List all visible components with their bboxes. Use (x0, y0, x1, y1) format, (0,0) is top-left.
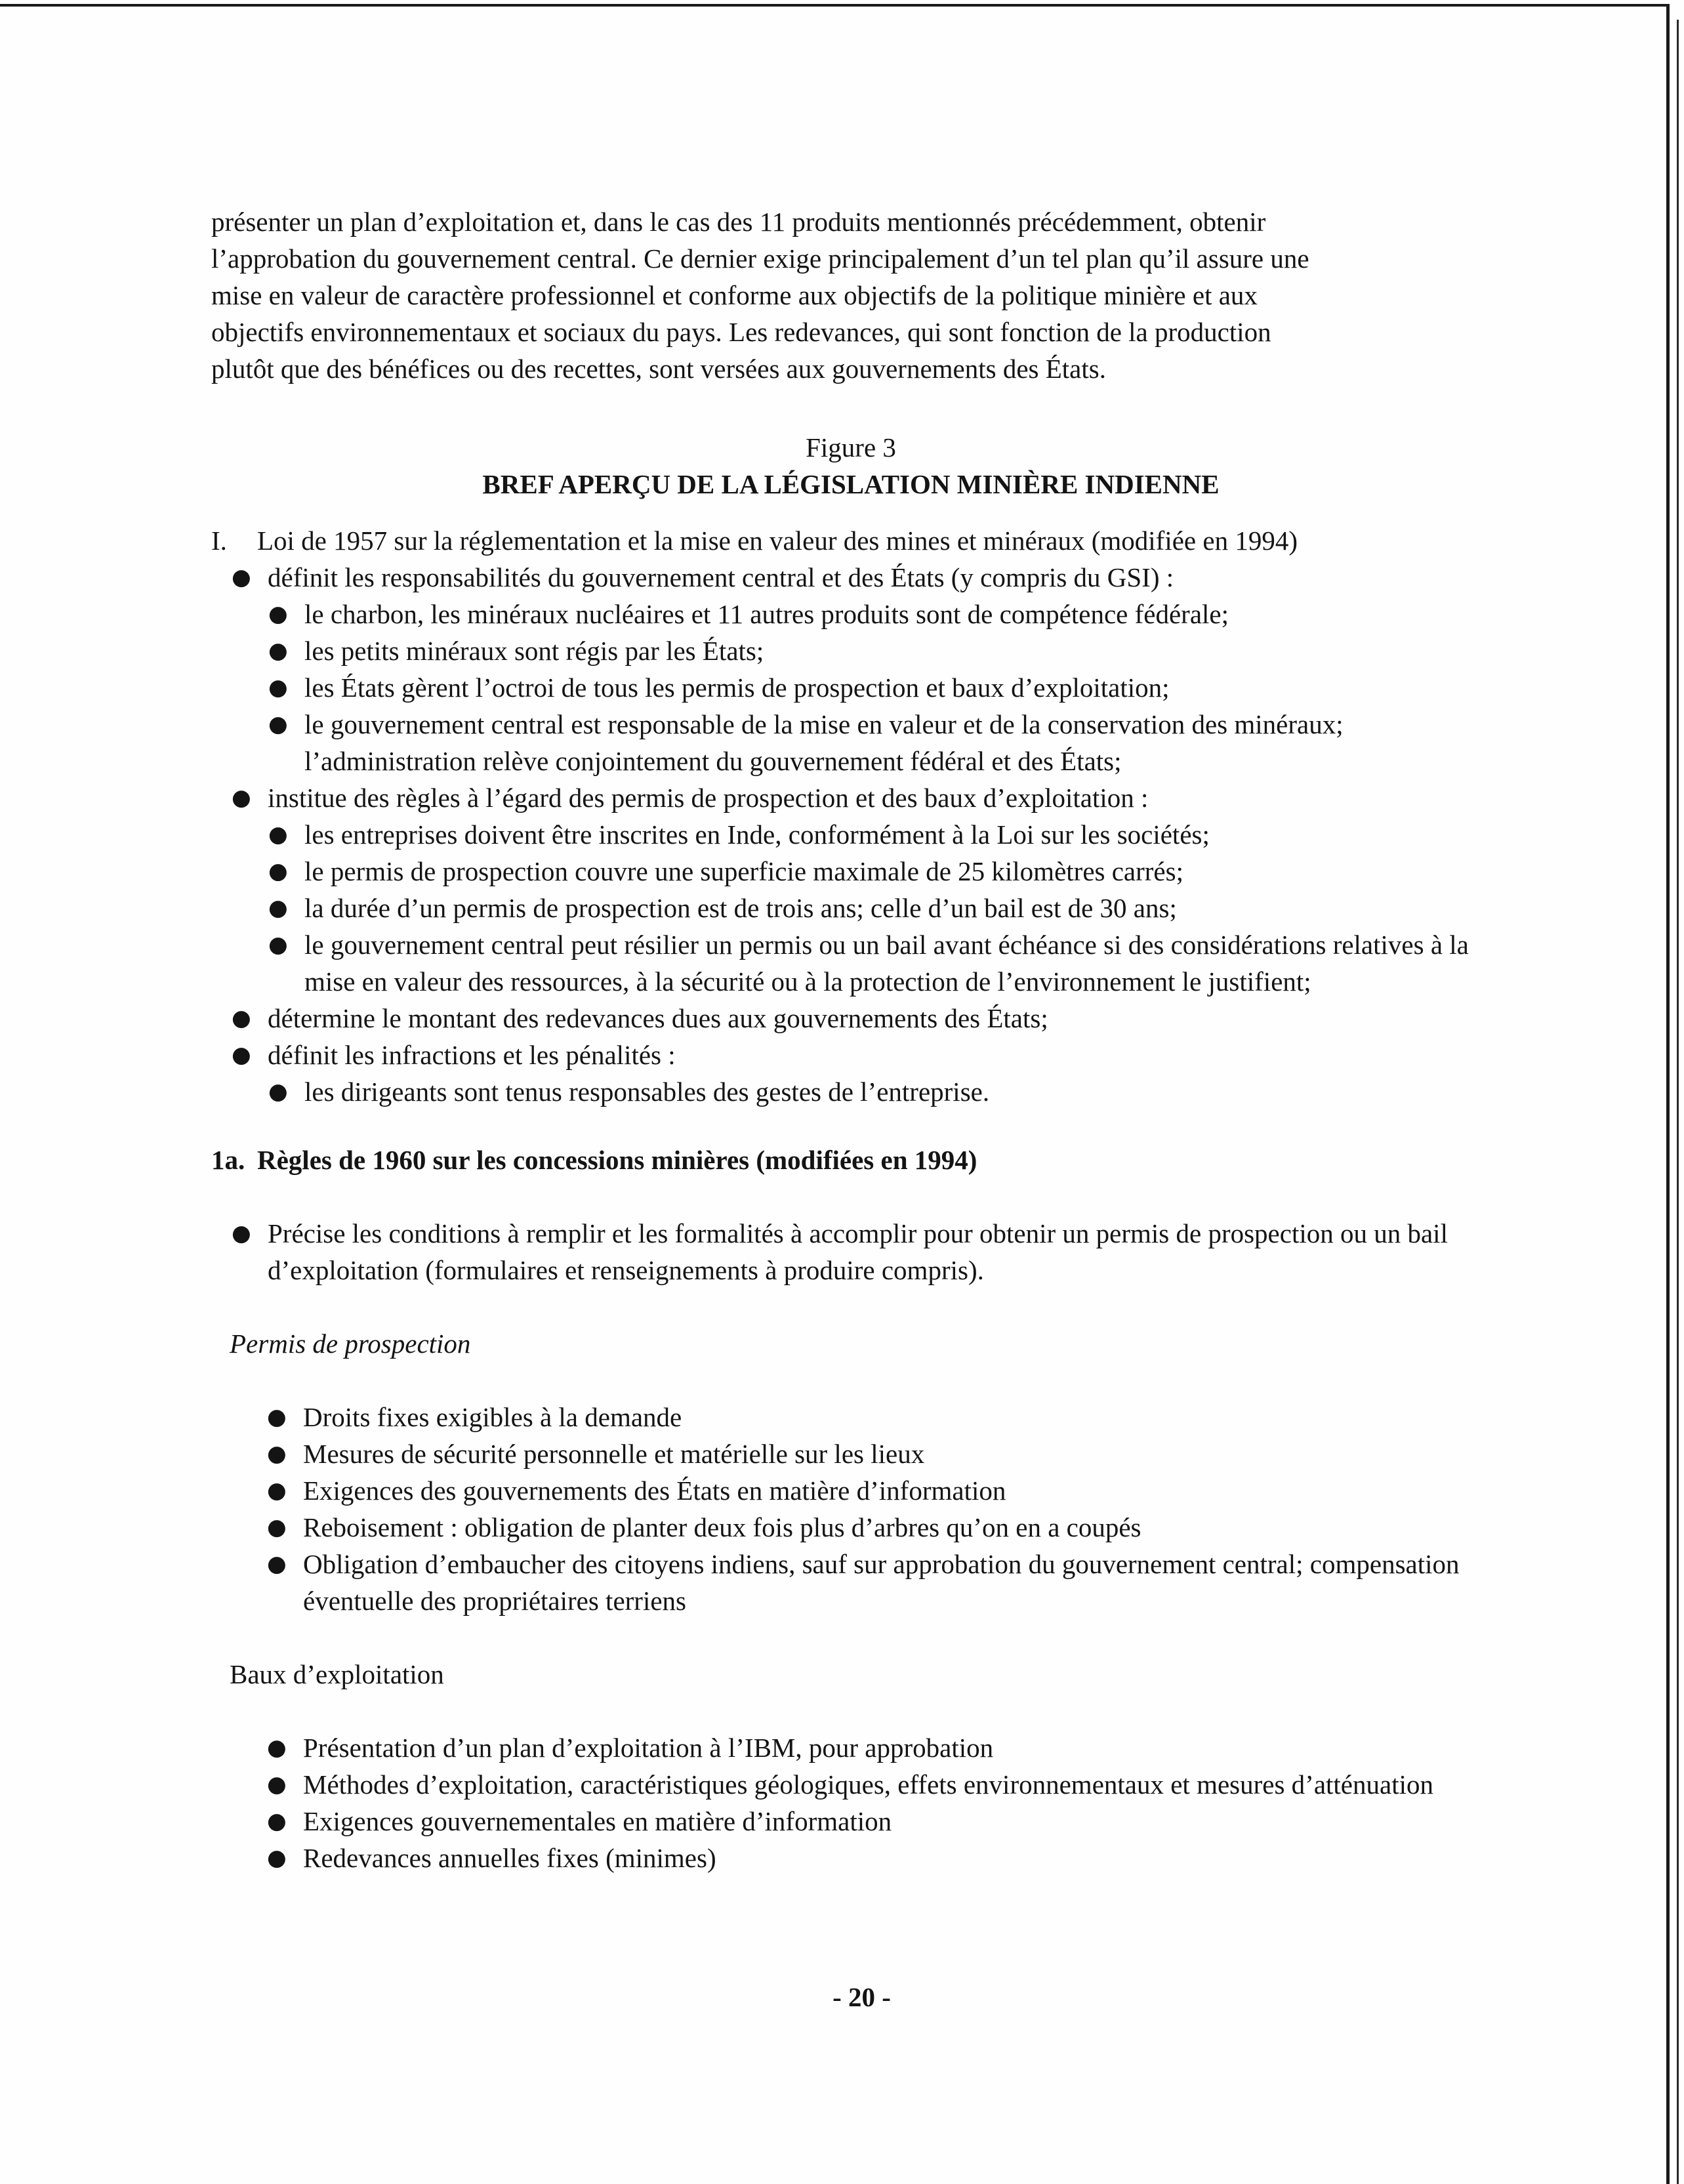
list-item (267, 1546, 1490, 1619)
sub-list (268, 1073, 1490, 1110)
intro-paragraph (211, 203, 1490, 387)
list-item-text: institue des règles à l’égard des permis de prospection et des baux d’exploitation : (268, 783, 1149, 813)
list-item (267, 1840, 1490, 1876)
list-item (268, 890, 1490, 926)
list-item-text: définit les infractions et les pénalités : (268, 1040, 676, 1070)
bullet-icon: ● (267, 1771, 287, 1798)
list-item-text: Redevances annuelles fixes (minimes) (303, 1843, 716, 1873)
list-item-text: Exigences gouvernementales en matière d’information (303, 1806, 892, 1836)
list-item (232, 779, 1490, 1000)
list-item-text: les États gèrent l’octroi de tous les permis de prospection et baux d’exploitation; (304, 672, 1170, 703)
baux-list (211, 1729, 1490, 1876)
list-item-text: Mesures de sécurité personnelle et matérielle sur les lieux (303, 1439, 925, 1469)
list-item-text: le gouvernement central est responsable de la mise en valeur et de la conservation des minéraux; l’administration relève conjointement du gouvernement fédéral et des États; (304, 709, 1344, 776)
list-item (267, 1729, 1490, 1766)
permis-list (211, 1399, 1490, 1619)
section-1a-heading (211, 1142, 1490, 1178)
bullet-icon: ● (268, 638, 288, 664)
list-item-text: les dirigeants sont tenus responsables des gestes de l’entreprise. (304, 1077, 990, 1107)
figure-title: BREF APERÇU DE LA LÉGISLATION MINIÈRE INDIENNE (482, 469, 1220, 499)
page-number: - 20 - (832, 1982, 891, 2012)
list-item-text: la durée d’un permis de prospection est de trois ans; celle d’un bail est de 30 ans; (304, 893, 1177, 923)
bullet-icon: ● (268, 601, 288, 627)
bullet-icon: ● (268, 821, 288, 848)
list-item-text: définit les responsabilités du gouvernement central et des États (y compris du GSI) : (268, 562, 1174, 592)
list-item (268, 669, 1490, 706)
permis-section (211, 1325, 1490, 1619)
list-item (268, 706, 1490, 779)
list-item-text: Droits fixes exigibles à la demande (303, 1402, 682, 1432)
list-item-text: Méthodes d’exploitation, caractéristiques géologiques, effets environnementaux et mesures d’atténuation (303, 1769, 1433, 1800)
figure-heading (211, 429, 1490, 503)
baux-heading: Baux d’exploitation (230, 1659, 444, 1689)
sub-list (268, 816, 1490, 1000)
intro-line: objectifs environnementaux et sociaux du pays. Les redevances, qui sont fonction de la production (211, 317, 1271, 347)
bullet-icon: ● (267, 1514, 287, 1540)
list-item-text: le permis de prospection couvre une superficie maximale de 25 kilomètres carrés; (304, 856, 1183, 886)
list-item (268, 632, 1490, 669)
bullet-icon: ● (232, 785, 251, 811)
list-item (267, 1803, 1490, 1840)
bullet-icon: ● (232, 1220, 251, 1247)
bullet-icon: ● (267, 1441, 287, 1467)
list-item (267, 1509, 1490, 1546)
list-item-text: Précise les conditions à remplir et les formalités à accomplir pour obtenir un permis de prospection ou un bail d’exploitation (formulaires et renseignements à produire compris). (268, 1218, 1448, 1285)
list-item (267, 1766, 1490, 1803)
list-item-text: les entreprises doivent être inscrites en Inde, conformément à la Loi sur les sociétés; (304, 819, 1210, 850)
section-1-list (211, 559, 1490, 1110)
list-item-text: le charbon, les minéraux nucléaires et 11 autres produits sont de compétence fédérale; (304, 599, 1229, 629)
list-item (232, 1000, 1490, 1037)
list-item (268, 926, 1490, 1000)
bullet-icon: ● (267, 1808, 287, 1834)
intro-line: l’approbation du gouvernement central. Ce dernier exige principalement d’un tel plan qu’il assure une (211, 243, 1309, 274)
intro-line: présenter un plan d’exploitation et, dans le cas des 11 produits mentionnés précédemment, obtenir (211, 207, 1266, 237)
permis-heading: Permis de prospection (230, 1329, 471, 1359)
bullet-icon: ● (268, 895, 288, 921)
list-item (232, 1215, 1490, 1288)
scan-border-right-inner (1677, 20, 1679, 2184)
bullet-icon: ● (267, 1845, 287, 1871)
bullet-icon: ● (268, 711, 288, 737)
scan-border-top (0, 4, 1666, 7)
bullet-icon: ● (232, 1042, 251, 1068)
list-item-text: Exigences des gouvernements des États en matière d’information (303, 1475, 1006, 1506)
bullet-icon: ● (232, 564, 251, 590)
list-item (268, 596, 1490, 632)
section-1-heading (211, 522, 1490, 559)
list-item-text: Reboisement : obligation de planter deux fois plus d’arbres qu’on en a coupés (303, 1512, 1141, 1542)
list-item-text: détermine le montant des redevances dues aux gouvernements des États; (268, 1003, 1048, 1033)
list-item (267, 1399, 1490, 1435)
list-item (232, 559, 1490, 779)
list-item (267, 1472, 1490, 1509)
list-item-text: Obligation d’embaucher des citoyens indiens, sauf sur approbation du gouvernement central; compensation éventuelle des propriétaires terriens (303, 1549, 1460, 1616)
page-content (211, 203, 1490, 1876)
list-item-text: les petits minéraux sont régis par les États; (304, 636, 764, 666)
section-1 (211, 522, 1490, 1110)
section-1a-list (211, 1215, 1490, 1288)
list-item (268, 816, 1490, 853)
bullet-icon: ● (267, 1551, 287, 1577)
section-1-number: I. (211, 525, 227, 556)
sub-list (268, 596, 1490, 779)
bullet-icon: ● (267, 1735, 287, 1761)
section-1a-title: Règles de 1960 sur les concessions minières (modifiées en 1994) (257, 1145, 977, 1175)
bullet-icon: ● (268, 1079, 288, 1105)
list-item (268, 1073, 1490, 1110)
list-item-text: le gouvernement central peut résilier un permis ou un bail avant échéance si des considérations relatives à la mise en valeur des ressources, à la sécurité ou à la protection de l’environnement le justifient; (304, 930, 1469, 997)
list-item-text: Présentation d’un plan d’exploitation à l’IBM, pour approbation (303, 1733, 994, 1763)
section-1a-number: 1a. (211, 1145, 245, 1175)
figure-label: Figure 3 (806, 432, 896, 463)
bullet-icon: ● (267, 1404, 287, 1430)
bullet-icon: ● (268, 674, 288, 701)
baux-section (211, 1656, 1490, 1876)
intro-line: plutôt que des bénéfices ou des recettes, sont versées aux gouvernements des États. (211, 354, 1106, 384)
bullet-icon: ● (232, 1005, 251, 1031)
list-item (267, 1435, 1490, 1472)
bullet-icon: ● (268, 932, 288, 958)
intro-line: mise en valeur de caractère professionnel et conforme aux objectifs de la politique minière et aux (211, 280, 1258, 310)
list-item (268, 853, 1490, 890)
scan-border-right (1666, 4, 1670, 2184)
list-item (232, 1037, 1490, 1110)
section-1a (211, 1142, 1490, 1288)
bullet-icon: ● (267, 1477, 287, 1504)
section-1-title: Loi de 1957 sur la réglementation et la mise en valeur des mines et minéraux (modifiée en 1994) (257, 525, 1298, 556)
bullet-icon: ● (268, 858, 288, 884)
